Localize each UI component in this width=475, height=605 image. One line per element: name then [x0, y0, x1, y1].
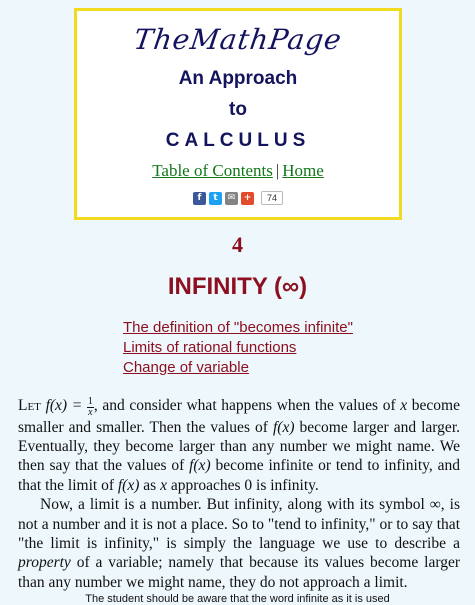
- text-run: become larger and larger. Eventually, they become larger than any number we might name. We then say that the values of: [18, 418, 460, 475]
- fraction-numerator: 1: [87, 395, 93, 407]
- site-logo[interactable]: TheMathPage: [131, 23, 345, 56]
- share-count: 74: [261, 191, 283, 205]
- lead-word: Let: [18, 397, 41, 414]
- chapter-title: INFINITY (∞): [167, 273, 308, 300]
- link-change-of-variable[interactable]: Change of variable: [123, 359, 249, 376]
- table-of-contents-link[interactable]: Table of Contents: [152, 161, 273, 180]
- nav-separator: |: [275, 161, 280, 180]
- text-run: become smaller and smaller. Then the values of: [18, 397, 460, 436]
- footnote: The student should be aware that the word infinite as it is used: [85, 593, 390, 605]
- body-text: [18, 396, 460, 592]
- text-run: become infinite or tend to infinity, and that the limit of: [18, 457, 460, 494]
- subtitle-line-2: to: [229, 99, 247, 120]
- facebook-icon[interactable]: f: [193, 192, 206, 205]
- link-definition-becomes-infinite[interactable]: The definition of "becomes infinite": [123, 319, 353, 336]
- subtitle-line-3: CALCULUS: [165, 130, 311, 151]
- math-fx: f(x): [189, 457, 211, 475]
- fraction-denominator: x: [88, 406, 93, 418]
- twitter-icon[interactable]: t: [209, 192, 222, 205]
- text-run: of a variable; namely that because its values become larger than any number we might name, they do not approach a limit.: [18, 554, 460, 591]
- link-limits-rational-functions[interactable]: Limits of rational functions: [123, 339, 297, 356]
- subtitle-line-1: An Approach: [178, 68, 298, 89]
- plus-icon[interactable]: +: [241, 192, 254, 205]
- paragraph-1: [18, 396, 460, 495]
- math-fx: f(x): [117, 476, 140, 494]
- text-run: approaches 0 is infinity.: [170, 476, 319, 494]
- email-icon[interactable]: ✉: [225, 192, 238, 205]
- home-link[interactable]: Home: [282, 161, 324, 180]
- text-run: as: [143, 476, 157, 494]
- text-run: Now, a limit is a number. But infinity, along with its symbol ∞, is not a number and it is not a place. So to "tend to infinity," or to say that "the limit is infinity," is simply the language we use to describe a: [18, 496, 460, 552]
- fraction-one-over-x: [87, 397, 94, 418]
- text-run: , and consider what happens when the values of: [93, 397, 396, 414]
- section-links: [123, 318, 353, 378]
- math-fx: f(x) =: [45, 397, 87, 414]
- header-nav: [77, 161, 399, 181]
- chapter-number: 4: [232, 232, 243, 257]
- emphasis-property: property: [18, 554, 71, 572]
- header-box: [74, 8, 402, 220]
- share-bar: [77, 191, 399, 205]
- math-x: x: [160, 476, 167, 494]
- math-fx: f(x): [272, 418, 295, 436]
- paragraph-2: [18, 495, 460, 592]
- math-x: x: [400, 397, 408, 414]
